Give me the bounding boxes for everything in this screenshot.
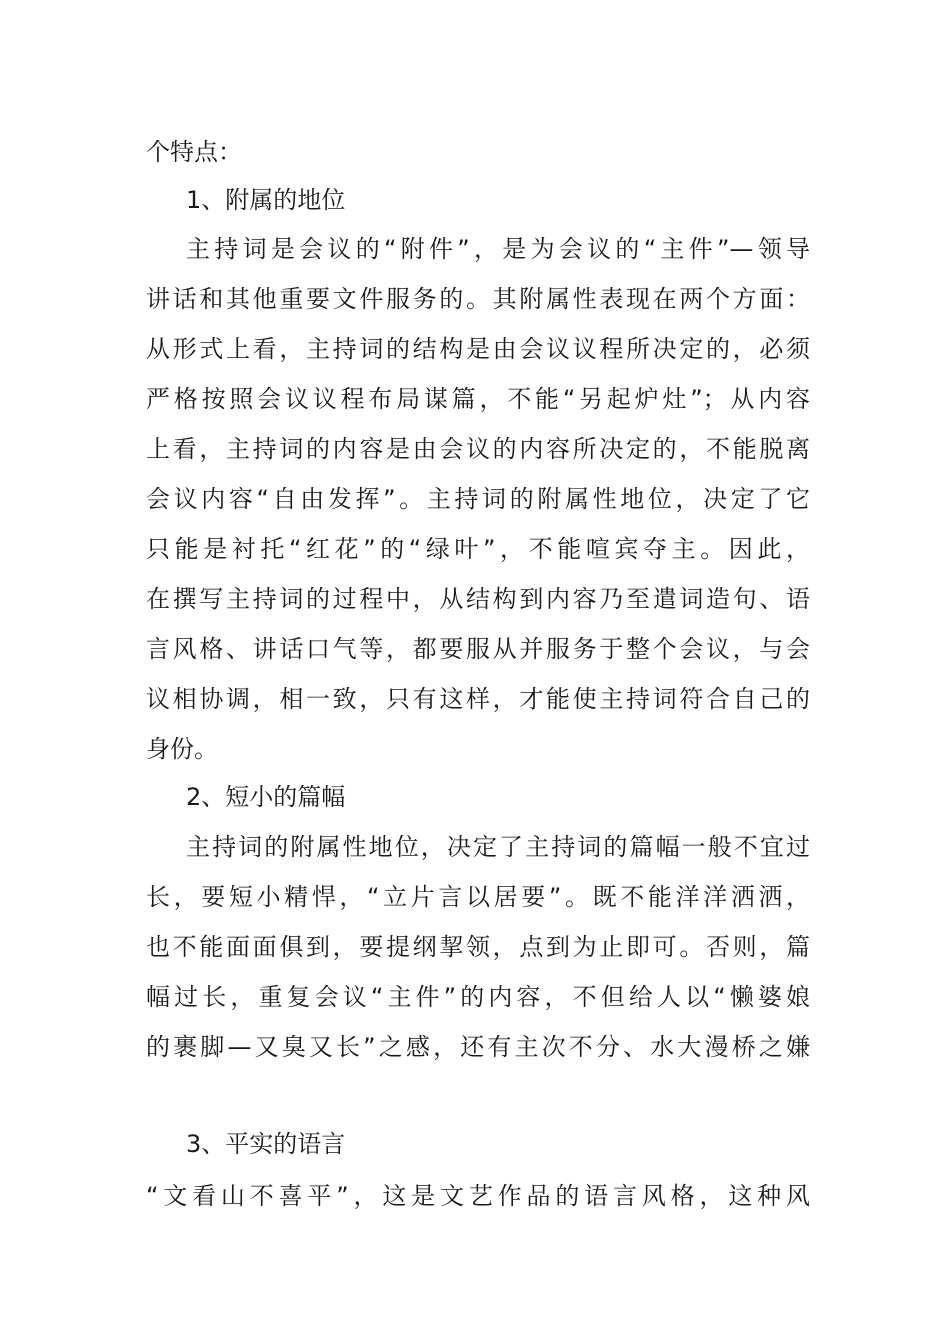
paragraph-line: 议相协调，相一致，只有这样，才能使主持词符合自己的 xyxy=(146,685,810,713)
paragraph-line: 会议内容“自由发挥”。主持词的附属性地位，决定了它 xyxy=(146,485,810,513)
paragraph-line: 言风格、讲话口气等，都要服从并服务于整个会议，与会 xyxy=(146,635,810,663)
paragraph-line: 也不能面面俱到，要提纲挈领，点到为止即可。否则，篇 xyxy=(146,933,810,961)
paragraph-line: 主持词的附属性地位，决定了主持词的篇幅一般不宜过 xyxy=(186,833,810,861)
paragraph-line: 只能是衬托“红花”的“绿叶”，不能喧宾夺主。因此， xyxy=(146,535,810,563)
paragraph-line: 上看，主持词的内容是由会议的内容所决定的，不能脱离 xyxy=(146,435,810,463)
paragraph-line: 的裹脚—又臭又长”之感，还有主次不分、水大漫桥之嫌 xyxy=(146,1033,810,1061)
paragraph-line: 长，要短小精悍，“立片言以居要”。既不能洋洋洒洒， xyxy=(146,883,810,911)
paragraph-line: 身份。 xyxy=(146,735,218,763)
paragraph-line: 在撰写主持词的过程中，从结构到内容乃至遣词造句、语 xyxy=(146,585,810,613)
paragraph-line: 讲话和其他重要文件服务的。其附属性表现在两个方面： xyxy=(146,285,810,313)
section-heading-3: 3、平实的语言 xyxy=(186,1130,346,1158)
paragraph-line: “文看山不喜平”，这是文艺作品的语言风格，这种风 xyxy=(146,1182,810,1210)
section-heading-2: 2、短小的篇幅 xyxy=(186,783,346,811)
paragraph-line: 从形式上看，主持词的结构是由会议议程所决定的，必须 xyxy=(146,335,810,363)
paragraph-line: 幅过长，重复会议“主件”的内容，不但给人以“懒婆娘 xyxy=(146,983,810,1011)
text-line: 个特点： xyxy=(146,138,242,166)
paragraph-line: 主持词是会议的“附件”，是为会议的“主件”—领导 xyxy=(186,235,810,263)
paragraph-line: 严格按照会议议程布局谋篇，不能“另起炉灶”；从内容 xyxy=(146,385,810,413)
section-heading-1: 1、附属的地位 xyxy=(186,186,346,214)
